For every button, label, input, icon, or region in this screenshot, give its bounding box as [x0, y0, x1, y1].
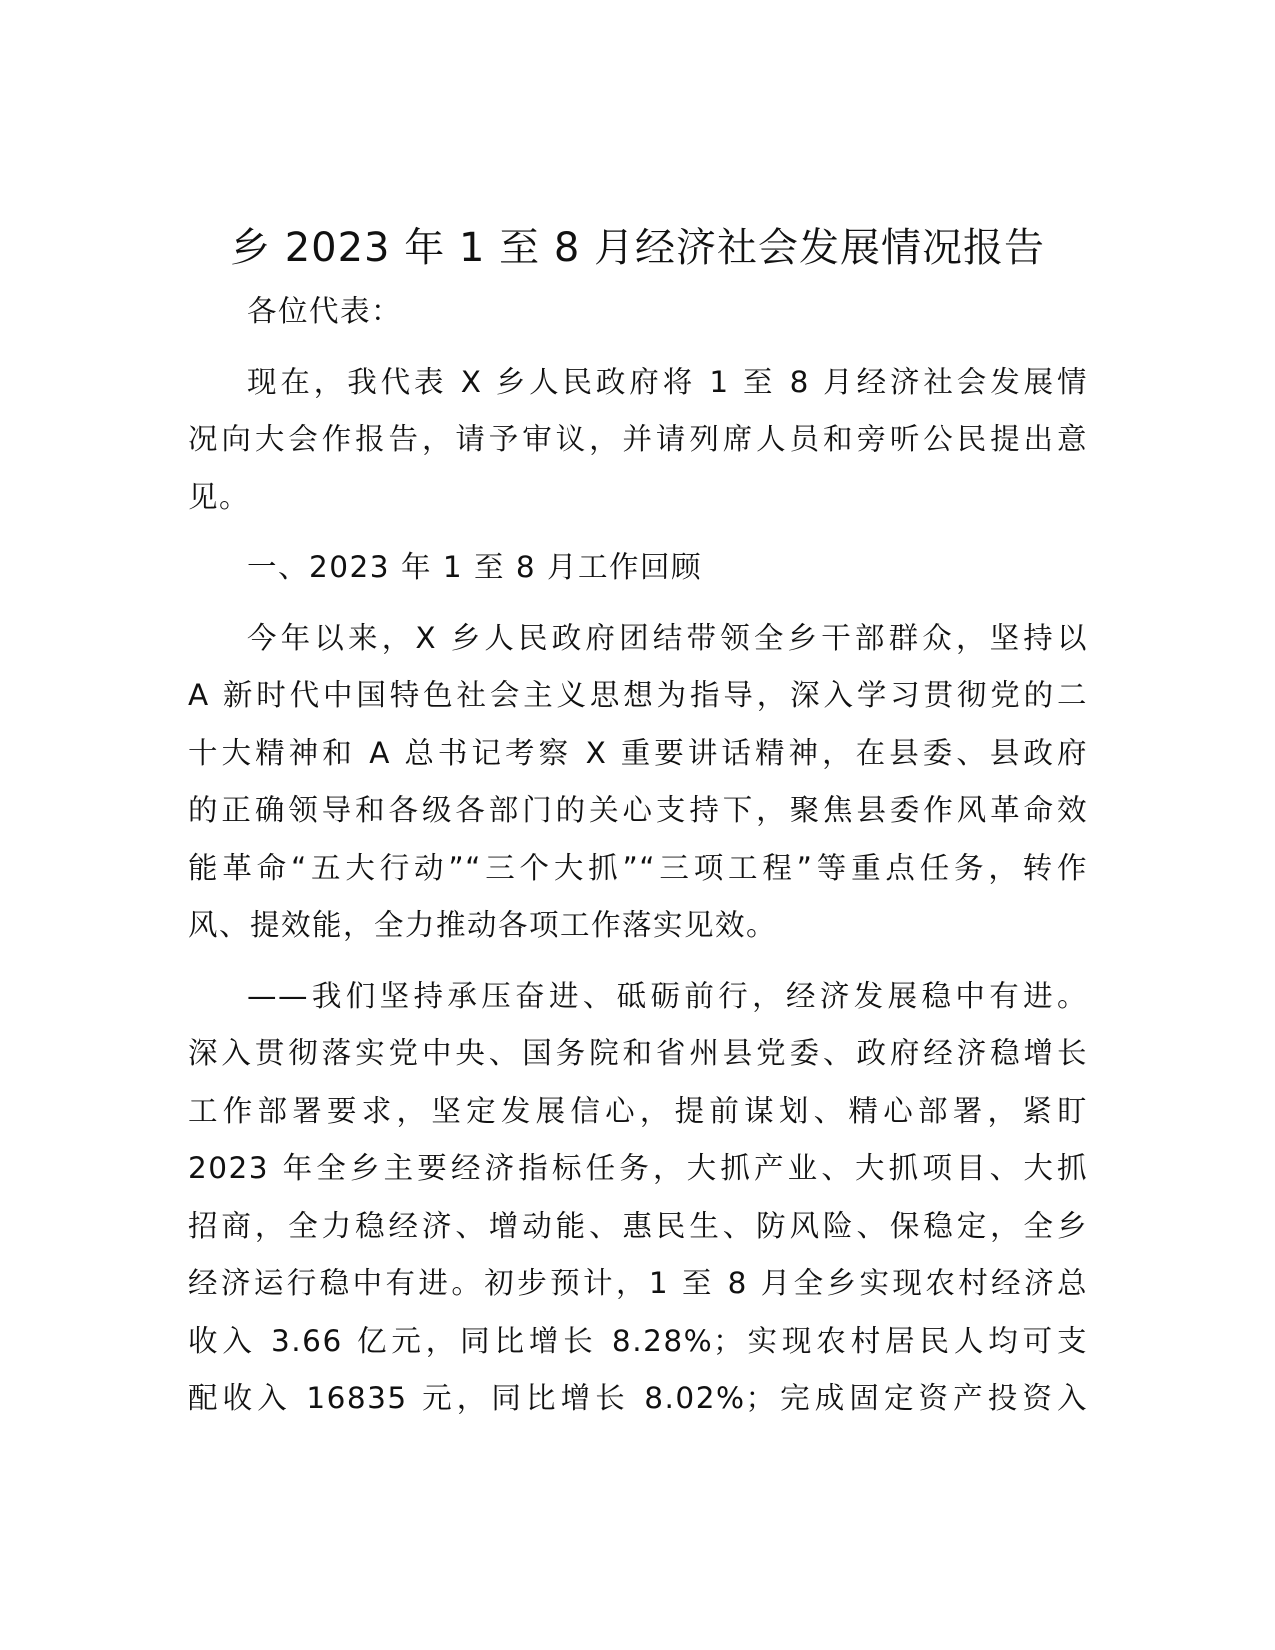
salutation: 各位代表： [247, 294, 403, 328]
document-body [188, 283, 1088, 1428]
paragraph-line: 招商，全力稳经济、增动能、惠民生、防风险、保稳定，全乡 [188, 1208, 1088, 1243]
paragraph-line: A 新时代中国特色社会主义思想为指导，深入学习贯彻党的二 [188, 678, 1088, 712]
paragraph-line: 经济运行稳中有进。初步预计，1 至 8 月全乡实现农村经济总 [188, 1266, 1088, 1300]
paragraph-line: 风、提效能，全力推动各项工作落实见效。 [188, 908, 778, 942]
paragraph-line: 收入 3.66 亿元，同比增长 8.28%；实现农村居民人均可支 [188, 1323, 1088, 1358]
section-heading [188, 539, 1088, 597]
paragraph-line: 配收入 16835 元，同比增长 8.02%；完成固定资产投资入 [188, 1381, 1088, 1415]
paragraph-overview [188, 610, 1088, 955]
paragraph-line: 能革命“五大行动”“三个大抓”“三项工程”等重点任务，转作 [188, 850, 1088, 885]
paragraph-economy [188, 968, 1088, 1428]
paragraph-line: ——我们坚持承压奋进、砥砺前行，经济发展稳中有进。 [247, 978, 1088, 1013]
paragraph-line: 十大精神和 A 总书记考察 X 重要讲话精神，在县委、县政府 [188, 735, 1088, 770]
section-heading-text: 一、2023 年 1 至 8 月工作回顾 [247, 550, 702, 584]
paragraph-line: 现在，我代表 X 乡人民政府将 1 至 8 月经济社会发展情 [247, 364, 1088, 399]
paragraph-intro [188, 354, 1088, 527]
paragraph-line: 今年以来，X 乡人民政府团结带领全乡干部群众，坚持以 [247, 620, 1088, 655]
paragraph-line: 2023 年全乡主要经济指标任务，大抓产业、大抓项目、大抓 [188, 1151, 1088, 1185]
paragraph-line: 况向大会作报告，请予审议，并请列席人员和旁听公民提出意 [188, 422, 1088, 456]
paragraph-line: 的正确领导和各级各部门的关心支持下，聚焦县委作风革命效 [188, 793, 1088, 827]
paragraph-line: 见。 [188, 479, 251, 514]
document-title: 乡 2023 年 1 至 8 月经济社会发展情况报告 [230, 225, 1045, 271]
paragraph-line: 工作部署要求，坚定发展信心，提前谋划、精心部署，紧盯 [188, 1093, 1088, 1128]
paragraph-line: 深入贯彻落实党中央、国务院和省州县党委、政府经济稳增长 [188, 1036, 1088, 1070]
